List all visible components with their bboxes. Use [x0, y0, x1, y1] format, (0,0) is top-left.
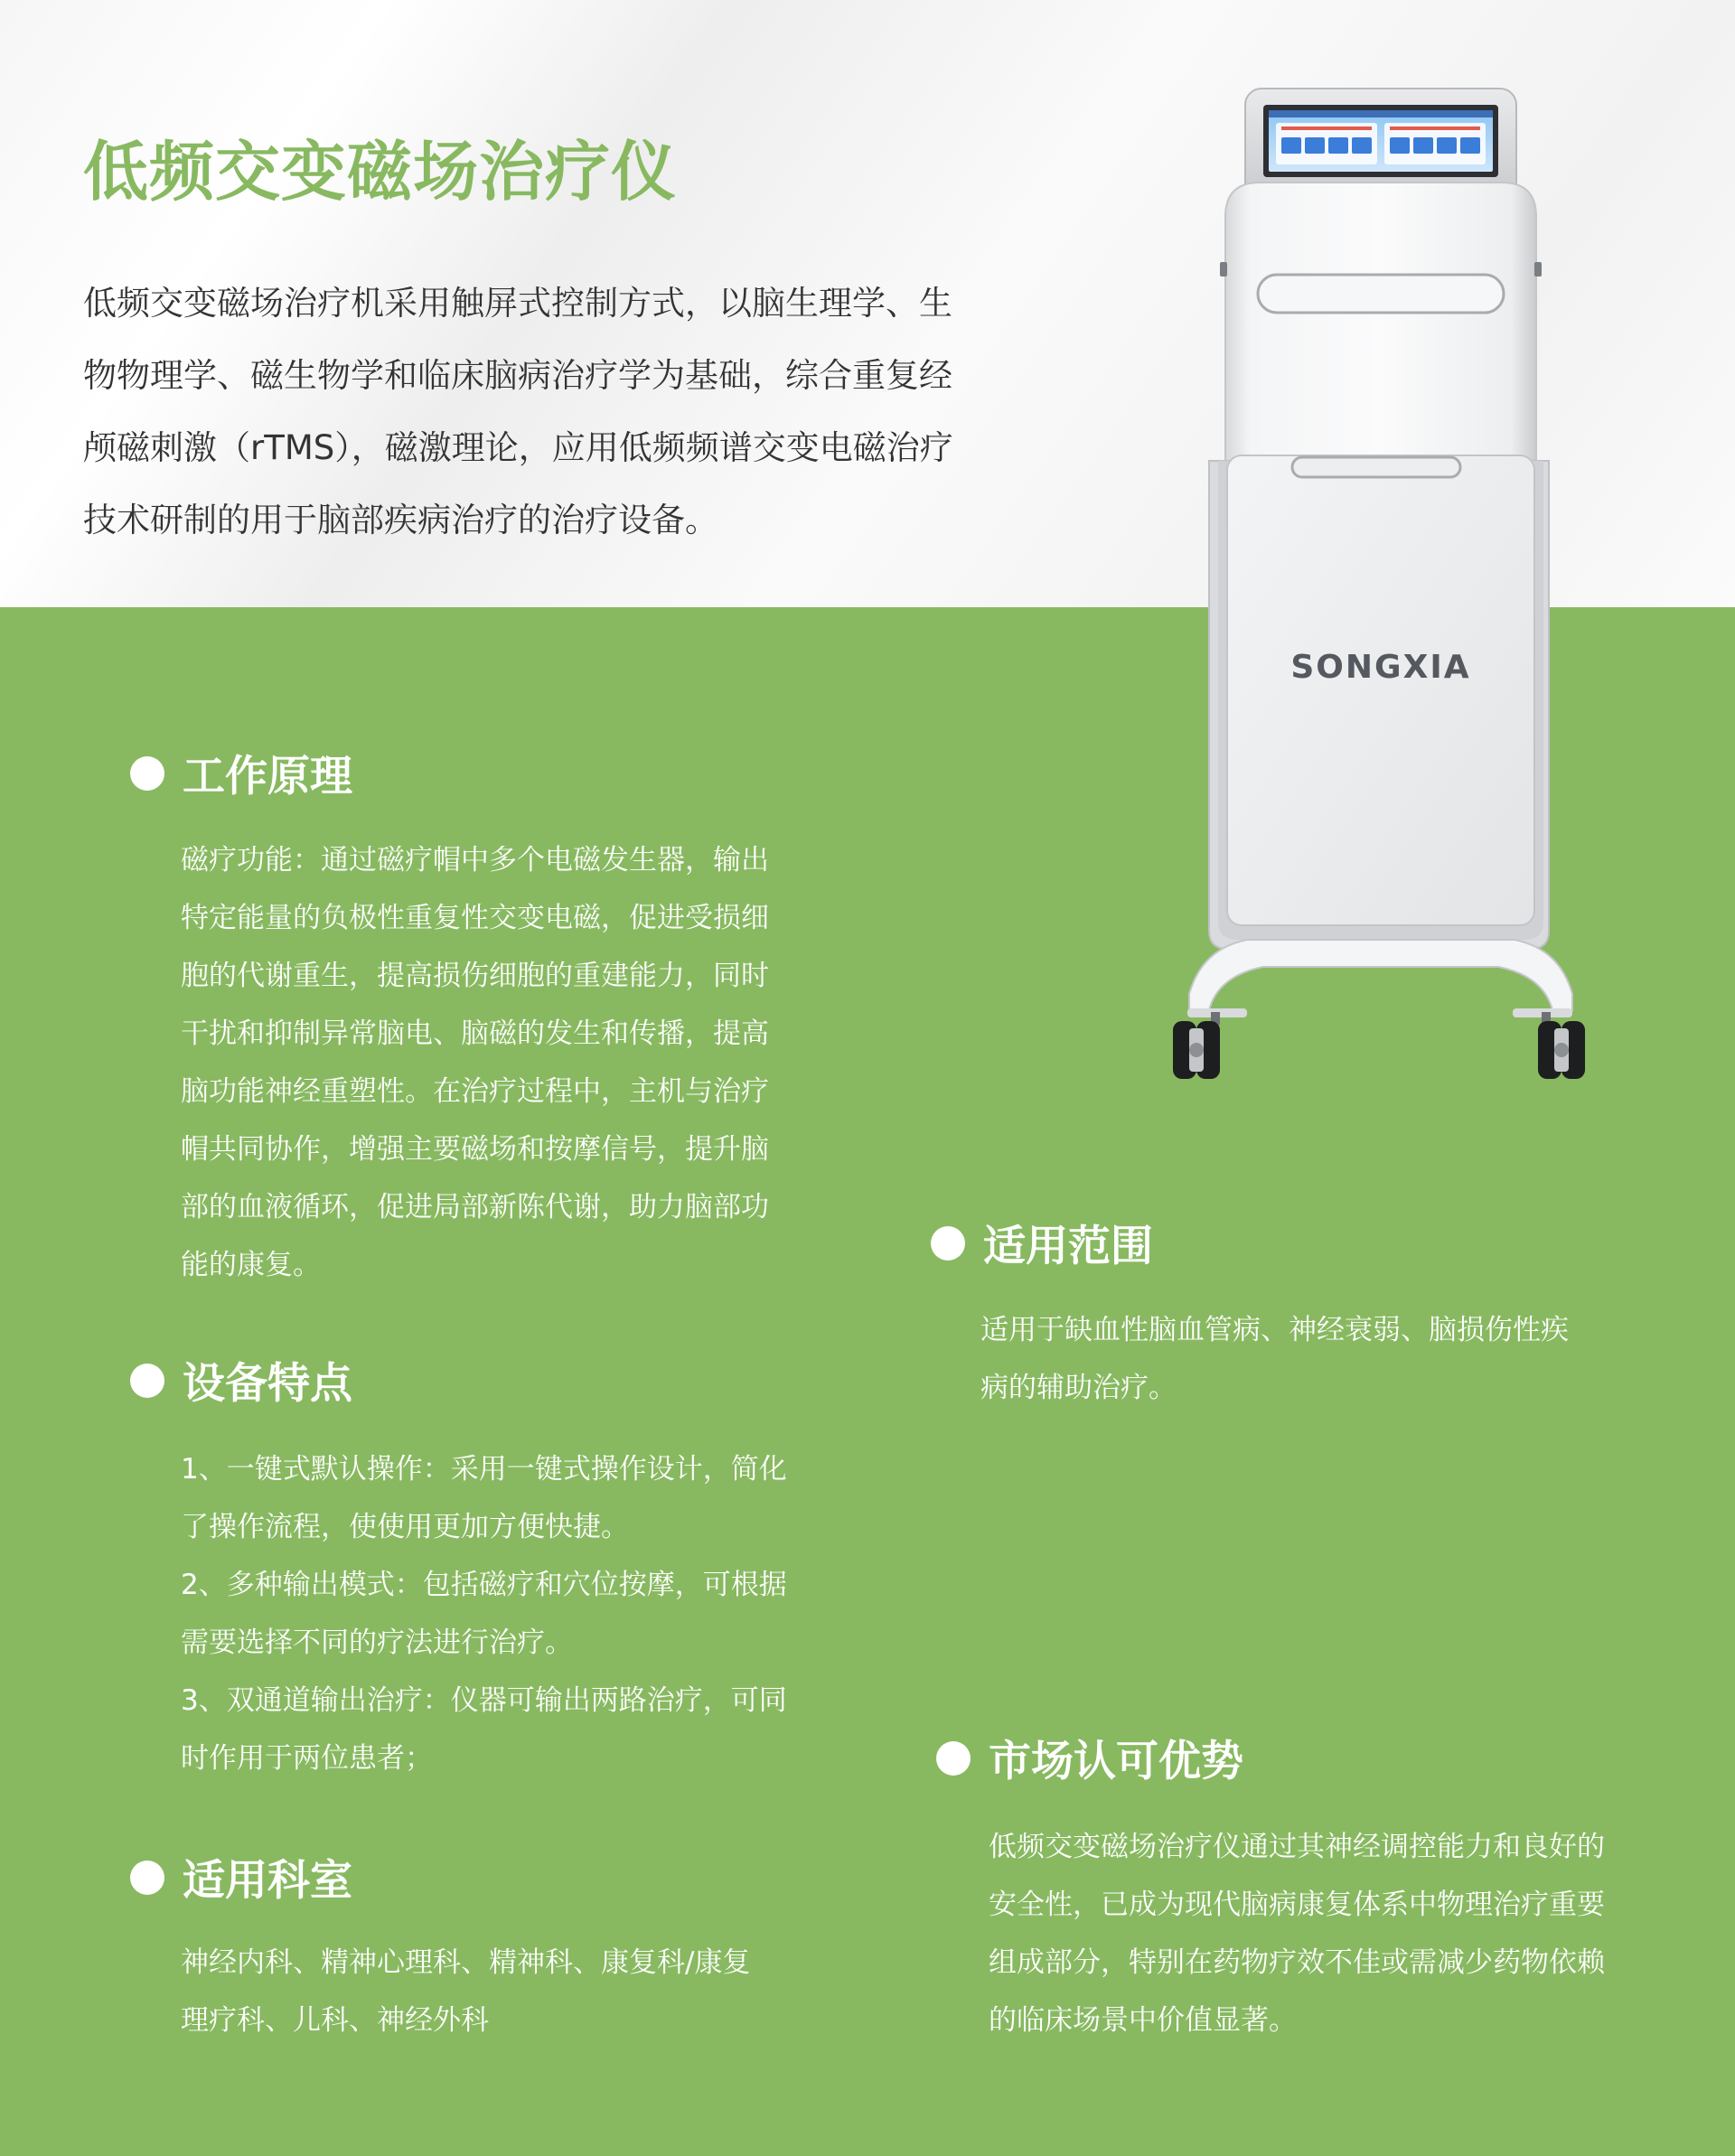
body-line: 的临床场景中价值显著。	[989, 2004, 1297, 2037]
page-title: 低频交变磁场治疗仪	[83, 134, 678, 210]
section-body-departments	[181, 1934, 831, 2049]
section-heading-features	[130, 1350, 352, 1411]
section-heading-label: 设备特点	[183, 1359, 352, 1409]
body-line: 2、多种输出模式：包括磁疗和穴位按摩，可根据	[181, 1569, 787, 1601]
body-line: 适用于缺血性脑血管病、神经衰弱、脑损伤性疾	[980, 1314, 1569, 1346]
section-heading-principle	[130, 743, 352, 803]
body-line: 特定能量的负极性重复性交变电磁，促进受损细	[181, 902, 769, 934]
intro-line: 技术研制的用于脑部疾病治疗的治疗设备。	[83, 501, 718, 539]
body-line: 帽共同协作，增强主要磁场和按摩信号，提升脑	[181, 1133, 769, 1166]
caster-wheel-icon	[1173, 1021, 1220, 1079]
body-line: 组成部分，特别在药物疗效不佳或需减少药物依赖	[989, 1946, 1605, 1979]
body-line: 理疗科、儿科、神经外科	[181, 2004, 489, 2037]
section-heading-scope	[931, 1213, 1153, 1273]
section-body-principle	[181, 831, 831, 1294]
body-line: 1、一键式默认操作：采用一键式操作设计，简化	[181, 1453, 787, 1486]
body-line: 能的康复。	[181, 1249, 321, 1281]
section-heading-label: 工作原理	[183, 752, 352, 801]
body-line: 3、双通道输出治疗：仪器可输出两路治疗，可同	[181, 1684, 787, 1717]
body-line: 病的辅助治疗。	[980, 1372, 1177, 1404]
body-line: 磁疗功能：通过磁疗帽中多个电磁发生器，输出	[181, 844, 769, 876]
intro-line: 颅磁刺激（rTMS），磁激理论，应用低频频谱交变电磁治疗	[83, 428, 953, 467]
body-line: 时作用于两位患者；	[181, 1742, 433, 1775]
section-heading-market	[936, 1728, 1243, 1788]
body-line: 脑功能神经重塑性。在治疗过程中，主机与治疗	[181, 1075, 769, 1108]
section-heading-label: 适用范围	[983, 1222, 1153, 1271]
intro-paragraph	[83, 267, 1023, 557]
device-base	[1187, 940, 1572, 1025]
section-body-market	[989, 1818, 1693, 2049]
bullet-dot-icon	[130, 1364, 164, 1398]
caster-wheel-icon	[1538, 1021, 1585, 1079]
section-heading-label: 适用科室	[183, 1856, 352, 1906]
bullet-dot-icon	[130, 1861, 164, 1895]
body-line: 部的血液循环，促进局部新陈代谢，助力脑部功	[181, 1191, 769, 1223]
section-body-scope	[980, 1301, 1667, 1417]
body-line: 需要选择不同的疗法进行治疗。	[181, 1626, 573, 1659]
section-heading-label: 市场认可优势	[989, 1737, 1243, 1786]
body-line: 安全性，已成为现代脑病康复体系中物理治疗重要	[989, 1889, 1605, 1921]
body-line: 胞的代谢重生，提高损伤细胞的重建能力，同时	[181, 960, 769, 992]
body-line: 干扰和抑制异常脑电、脑磁的发生和传播，提高	[181, 1017, 769, 1050]
intro-line: 物物理学、磁生物学和临床脑病治疗学为基础，综合重复经	[83, 356, 952, 395]
device-brand-logo: SONGXIA	[1290, 649, 1471, 686]
body-line: 神经内科、精神心理科、精神科、康复科/康复	[181, 1946, 751, 1979]
bullet-dot-icon	[931, 1226, 965, 1261]
body-line: 低频交变磁场治疗仪通过其神经调控能力和良好的	[989, 1831, 1605, 1863]
bullet-dot-icon	[130, 756, 164, 791]
bullet-dot-icon	[936, 1741, 971, 1776]
section-body-features	[181, 1440, 831, 1787]
device-illustration	[1166, 81, 1599, 1084]
intro-line: 低频交变磁场治疗机采用触屏式控制方式，以脑生理学、生	[83, 284, 952, 323]
device-body	[1209, 183, 1549, 949]
section-heading-departments	[130, 1847, 352, 1908]
body-line: 了操作流程，使使用更加方便快捷。	[181, 1511, 629, 1543]
